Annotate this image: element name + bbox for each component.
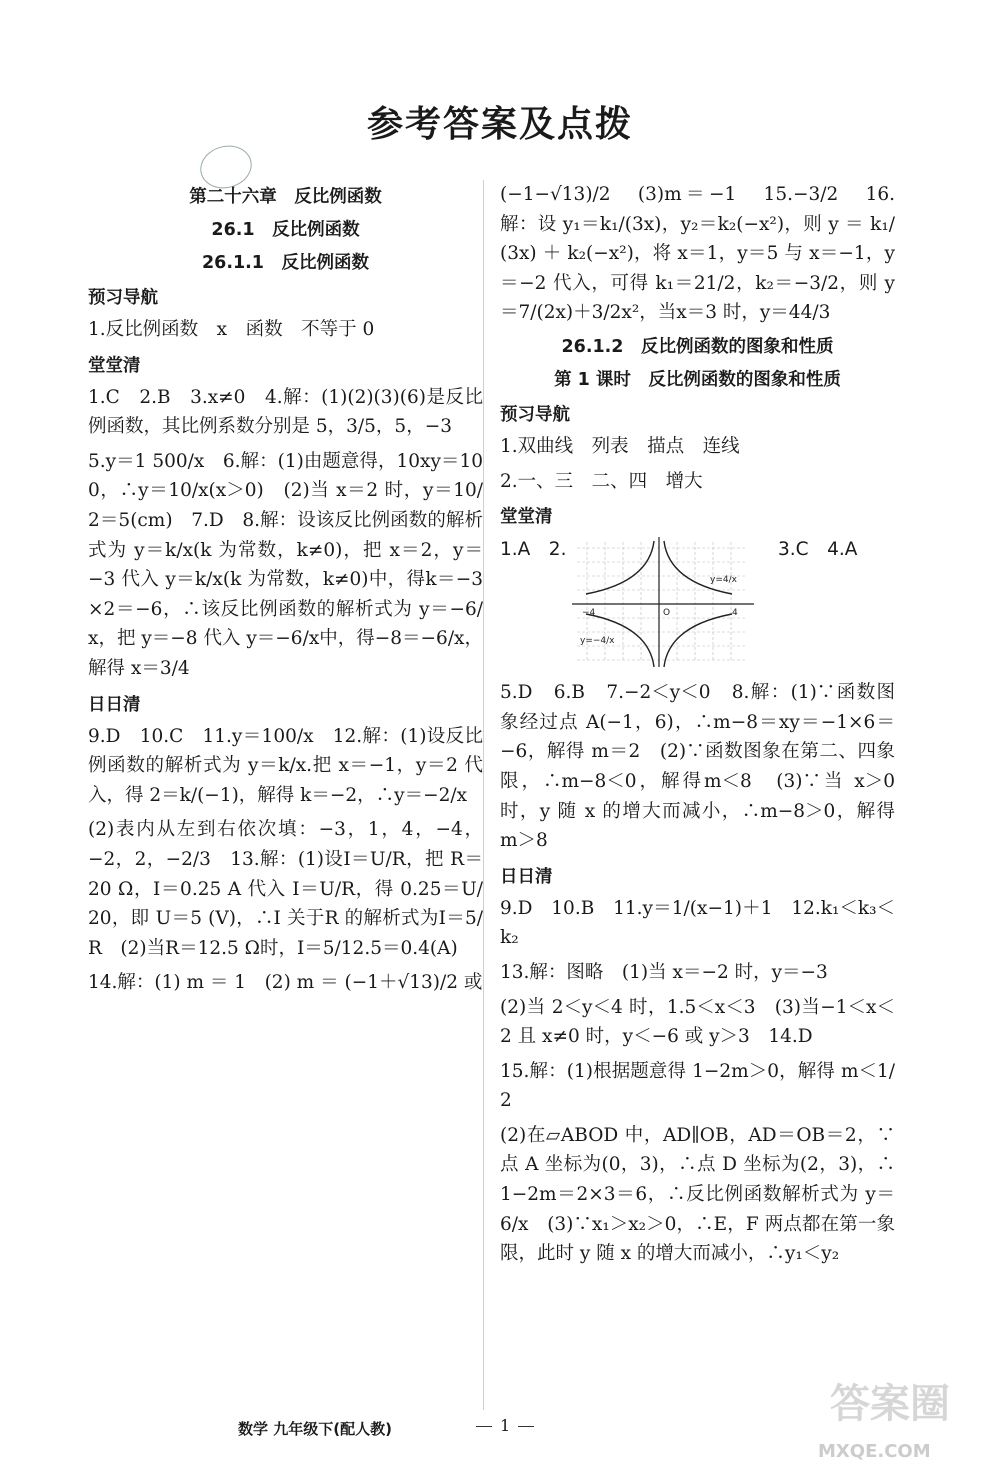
figure-answer-label: 3.C 4.A [778, 539, 858, 561]
answer-paragraph: 2.一、三 二、四 增大 [500, 470, 703, 492]
class-heading: 堂堂清 [88, 355, 141, 376]
page-footer [238, 1418, 392, 1439]
left-column [88, 180, 483, 1003]
graph-curve-label: y=4/x [710, 575, 737, 586]
answer-paragraph: 13.解：图略 (1)当 x＝−2 时，y＝−3 [500, 961, 828, 983]
answer-paragraph: (2)在▱ABOD 中，AD∥OB，AD＝OB＝2，∵点 A 坐标为(0，3)，∴点 D 坐标为(2，3)，∴1−2m＝2×3＝6，∴反比例函数解析式为 y＝6/x (3)∵x₁＞x₂＞0，∴E，F 两点都在第一象限，此时 y 随 x 的增大而减小，∴y₁＜y₂ [500, 1124, 895, 1265]
answer-paragraph: (2)当 2＜y＜4 时，1.5＜x＜3 (3)当−1＜x＜2 且 x≠0 时，y＜−6 或 y＞3 14.D [500, 996, 895, 1048]
daily-heading: 日日清 [88, 694, 141, 715]
class-heading: 堂堂清 [500, 507, 553, 528]
preview-heading: 预习导航 [88, 288, 158, 308]
answer-paragraph: 5.y＝1 500/x 6.解：(1)由题意得，10xy＝100，∴y＝10/x(x＞0) (2)当 x＝2 时，y＝10/2＝5(cm) 7.D 8.解：设该反比例函数的解析式为 y＝k/x(k 为常数，k≠0)，把 x＝2，y＝−3 代入 y＝k/x(k 为常数，k≠0)中，得k＝−3×2＝−6，∴该反比例函数的解析式为 y＝−6/x，把 y＝−8 代入 y＝−6/x中，得−8＝−6/x，解得 x＝3/4 [88, 450, 483, 679]
graph-curve-label: y=−4/x [580, 636, 615, 647]
answer-paragraph: 14.解：(1) m ＝ 1 (2) m ＝ (−1＋√13)/2 或 [88, 972, 483, 994]
graph-tick-label: 4 [732, 608, 738, 619]
answer-paragraph: 1.C 2.B 3.x≠0 4.解：(1)(2)(3)(6)是反比例函数，其比例系数分别是 5，3/5，5，−3 [88, 386, 483, 438]
figure-answer-label: 1.A 2. [500, 539, 567, 561]
graph-tick-label: −4 [582, 608, 596, 619]
right-column [500, 180, 895, 1274]
footer-grade: 九年级下(配人教) [273, 1420, 392, 1438]
subsection-heading: 26.1.1 反比例函数 [201, 253, 369, 273]
graph-origin-label: O [663, 608, 671, 619]
preview-heading: 预习导航 [500, 404, 570, 425]
subsection-heading: 26.1.2 反比例函数的图象和性质 [561, 336, 834, 357]
answer-paragraph: (−1−√13)/2 (3)m＝−1 15.−3/2 16.解：设 y₁＝k₁/(3x)，y₂＝k₂(−x²)，则 y ＝ k₁/(3x) ＋ k₂(−x²)，将 x＝1，y＝5 与 x＝−1，y＝−2 代入，可得 k₁＝21/2，k₂＝−3/2，则 y＝7/(2x)＋3/2x²，当x＝3 时，y＝44/3 [500, 184, 895, 324]
watermark-url: MXQE.COM [818, 1441, 931, 1462]
figure-row [500, 535, 895, 670]
lesson-heading: 第 1 课时 反比例函数的图象和性质 [554, 369, 841, 390]
hyperbola-graph [572, 537, 762, 667]
answer-paragraph: 9.D 10.C 11.y＝100/x 12.解：(1)设反比例函数的解析式为 y＝k/x.把 x＝−1，y＝2 代入，得 2＝k/(−1)，解得 k＝−2，∴y＝−2/x [88, 725, 483, 806]
answer-paragraph: 1.双曲线 列表 描点 连线 [500, 435, 740, 457]
page-title: 参考答案及点拨 [366, 104, 633, 145]
answer-paragraph: 9.D 10.B 11.y＝1/(x−1)＋1 12.k₁＜k₃＜k₂ [500, 897, 895, 949]
daily-heading: 日日清 [500, 866, 553, 887]
section-heading: 26.1 反比例函数 [211, 220, 360, 240]
chapter-heading: 第二十六章 反比例函数 [189, 187, 382, 207]
answer-paragraph: 5.D 6.B 7.−2＜y＜0 8.解：(1)∵函数图象经过点 A(−1，6)，∴m−8＝xy＝−1×6＝−6，解得 m＝2 (2)∵函数图象在第二、四象限，∴m−8＜0，解得m＜8 (3)∵当 x＞0 时，y 随 x 的增大而减小，∴m−8＞0，解得 m＞8 [500, 682, 895, 852]
answer-paragraph: (2)表内从左到右依次填：−3，1，4，−4，−2，2，−2/3 13.解：(1)设I＝U/R，把 R＝20 Ω，I＝0.25 A 代入 I＝U/R，得 0.25＝U/20，即 U＝5 (V)，∴I 关于R 的解析式为I＝5/R (2)当R＝12.5 Ω时，I＝5/12.5＝0.4(A) [88, 819, 483, 959]
page-number: 1 [468, 1416, 542, 1435]
footer-subject: 数学 [238, 1420, 269, 1438]
watermark-logo: 答案圈 [830, 1381, 950, 1427]
answer-paragraph: 15.解：(1)根据题意得 1−2m＞0，解得 m＜1/2 [500, 1060, 895, 1112]
answer-paragraph: 1.反比例函数 x 函数 不等于 0 [88, 319, 375, 340]
column-divider [483, 180, 484, 1410]
